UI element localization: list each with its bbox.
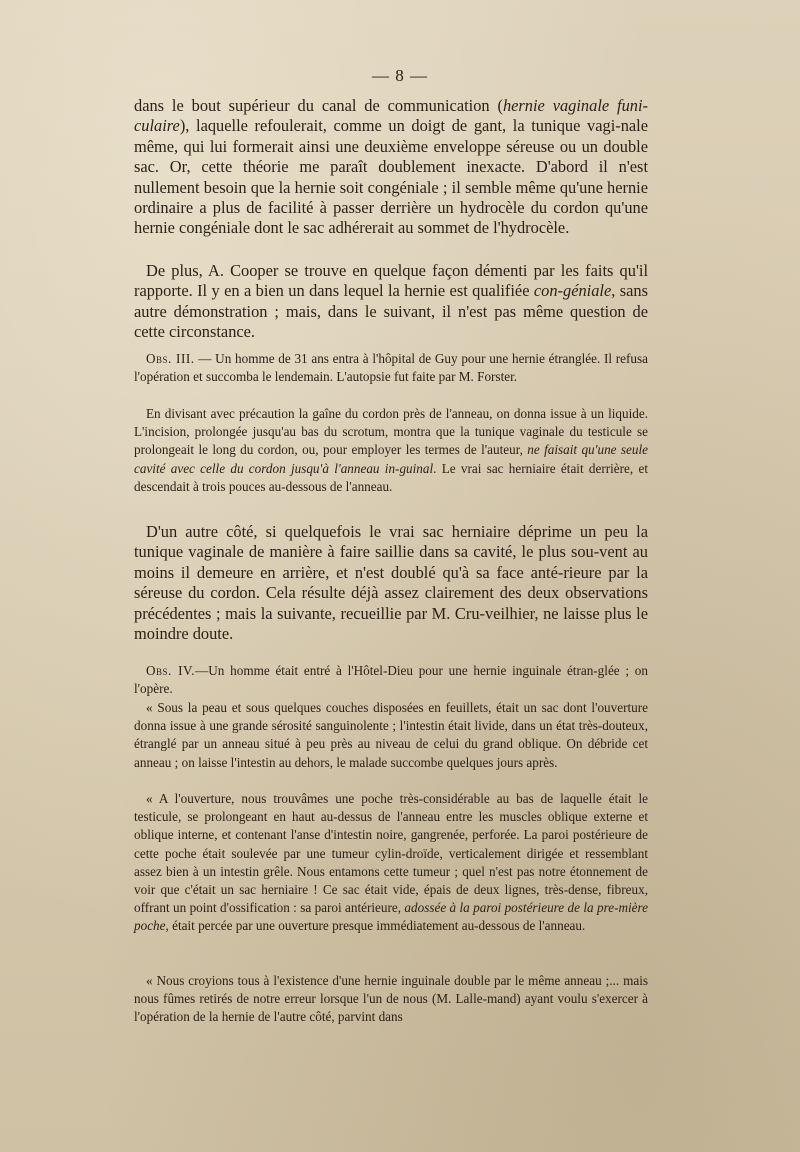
- paragraph-autre-cote: [134, 522, 648, 644]
- text-run: —Un homme était entré à l'Hôtel-Dieu pour une hernie inguinale étran-glée ; on l'opère.: [134, 663, 648, 697]
- paragraph-cooper: [134, 261, 648, 343]
- italic-run: adossée à la paroi postérieure de la pre-mière poche: [134, 900, 648, 934]
- observation-label: Obs. IV.: [146, 663, 196, 678]
- text-run: ), laquelle refoulerait, comme un doigt de gant, la tunique vagi-nale même, qui lui formerait ainsi une deuxième enveloppe séreuse ou un double sac. Or, cette théorie me paraît doublement inexacte. D'abord il n'est nullement besoin que la hernie soit congéniale ; il semble même qu'une hernie ordinaire a plus de facilité à passer derrière un hydrocèle du cordon qu'une hernie congéniale dont le sac adhérerait au sommet de l'hydrocèle.: [134, 116, 648, 238]
- text-run: — Un homme de 31 ans entra à l'hôpital de Guy pour une hernie étranglée. Il refusa l'opération et succomba le lendemain. L'autopsie fut faite par M. Forster.: [134, 351, 648, 385]
- observation-3-intro: [134, 350, 648, 386]
- italic-run: con-géniale: [533, 281, 612, 301]
- text-run: , sans autre démonstration ; mais, dans le suivant, il n'est pas même question de cette circonstance.: [134, 281, 648, 342]
- text-run: En divisant avec précaution la gaîne du cordon près de l'anneau, on donna issue à un liquide. L'incision, prolongée jusqu'au bas du scrotum, montra que la tunique vaginale du testicule se prolongeait le long du cordon, ou, pour employer les termes de l'auteur,: [134, 406, 648, 458]
- observation-4-intro: [134, 662, 648, 698]
- observation-4-quote-1: [134, 699, 648, 772]
- observation-label: Obs. III.: [146, 351, 195, 366]
- italic-run: ne faisait qu'une seule cavité avec celle du cordon jusqu'à l'anneau in-guinal: [134, 442, 648, 476]
- text-run: . Le vrai sac herniaire était derrière, et descendait à trois pouces au-dessous de l'anneau.: [134, 460, 648, 494]
- observation-4-quote-3: [134, 972, 648, 1027]
- observation-4-quote-2: [134, 790, 648, 936]
- text-run: De plus, A. Cooper se trouve en quelque façon démenti par les faits qu'il rapporte. Il y en a bien un dans lequel la hernie est qualifiée: [134, 261, 648, 301]
- italic-run: hernie vaginale funi-culaire: [134, 96, 648, 136]
- text-run: « A l'ouverture, nous trouvâmes une poche très-considérable au bas de laquelle était le testicule, se prolongeant en haut au-dessus de l'anneau entre les muscles oblique externe et oblique interne, et contenant l'anse d'intestin noire, gangrenée, perforée. La paroi postérieure de cette poche était soulevée par une tumeur cylin-droïde, verticalement dirigée et ressemblant assez bien à un intestin grêle. Nous entamons cette tumeur ; quel n'est pas notre étonnement de voir que c'était un sac herniaire ! Ce sac était vide, épais de deux lignes, très-dense, fibreux, offrant un point d'ossification : sa paroi antérieure,: [134, 791, 648, 916]
- observation-3-body: [134, 405, 648, 496]
- text-run: , était percée par une ouverture presque immédiatement au-dessous de l'anneau.: [165, 918, 586, 934]
- page-number: — 8 —: [372, 66, 428, 85]
- text-run: D'un autre côté, si quelquefois le vrai sac herniaire déprime un peu la tunique vaginale de manière à faire saillie dans sa cavité, le plus sou-vent au moins il demeure en arrière, et n'est doublé qu'à sa face anté-rieure par la séreuse du cordon. Cela résulte déjà assez clairement des deux observations précédentes ; mais la suivante, recueillie par M. Cru-veilhier, ne laisse plus le moindre doute.: [134, 522, 648, 644]
- text-run: dans le bout supérieur du canal de communication (: [134, 96, 503, 115]
- text-run: « Sous la peau et sous quelques couches disposées en feuillets, était un sac dont l'ouverture donna issue à une grande sérosité sanguinolente ; l'intestin était livide, dans un état très-douteux, étranglé par un anneau situé à peu près au niveau de celui du grand oblique. On débride cet anneau ; on laisse l'intestin au dehors, le malade succombe quelques jours après.: [134, 700, 648, 770]
- text-run: « Nous croyions tous à l'existence d'une hernie inguinale double par le même anneau ;... mais nous fûmes retirés de notre erreur lorsque l'un de nous (M. Lalle-mand) ayant voulu s'exercer à l'opération de la hernie de l'autre côté, parvint dans: [134, 973, 648, 1025]
- paragraph-hernie-vaginale: [134, 96, 648, 239]
